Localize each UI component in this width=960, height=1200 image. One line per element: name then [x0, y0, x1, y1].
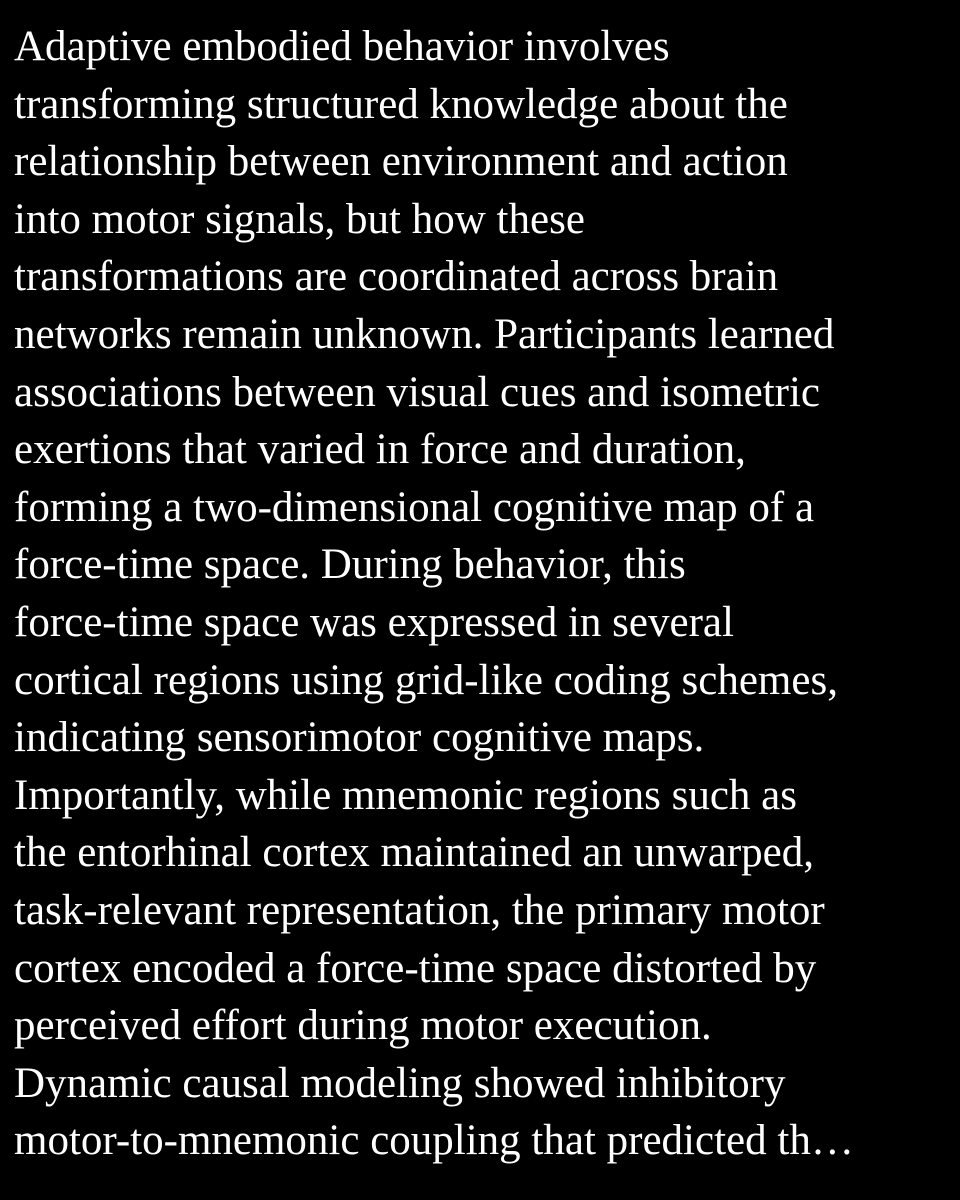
- text-line: Importantly, while mnemonic regions such as: [14, 771, 797, 819]
- text-line: networks remain unknown. Participants learned: [14, 310, 835, 358]
- text-line: the entorhinal cortex maintained an unwarped,: [14, 829, 814, 877]
- text-line: cortex encoded a force-time space distorted by: [14, 944, 817, 992]
- text-line: force-time space. During behavior, this: [14, 541, 686, 589]
- text-line: transformations are coordinated across brain: [14, 253, 779, 301]
- text-line: force-time space was expressed in several: [14, 598, 734, 646]
- text-line: exertions that varied in force and duration,: [14, 426, 746, 474]
- text-line: perceived effort during motor execution.: [14, 1002, 712, 1050]
- text-line: indicating sensorimotor cognitive maps.: [14, 714, 705, 762]
- text-line: into motor signals, but how these: [14, 195, 585, 243]
- text-line: associations between visual cues and isometric: [14, 368, 821, 416]
- text-line: relationship between environment and action: [14, 138, 788, 186]
- text-line: motor-to-mnemonic coupling that predicted th…: [14, 1117, 854, 1165]
- text-line: forming a two-dimensional cognitive map of a: [14, 483, 815, 531]
- text-line: task-relevant representation, the primary motor: [14, 886, 825, 934]
- text-line: transforming structured knowledge about the: [14, 80, 788, 128]
- abstract-paragraph: [14, 18, 960, 1170]
- text-line: Adaptive embodied behavior involves: [14, 23, 670, 70]
- text-line: cortical regions using grid-like coding schemes,: [14, 656, 838, 704]
- text-line: Dynamic causal modeling showed inhibitory: [14, 1059, 786, 1107]
